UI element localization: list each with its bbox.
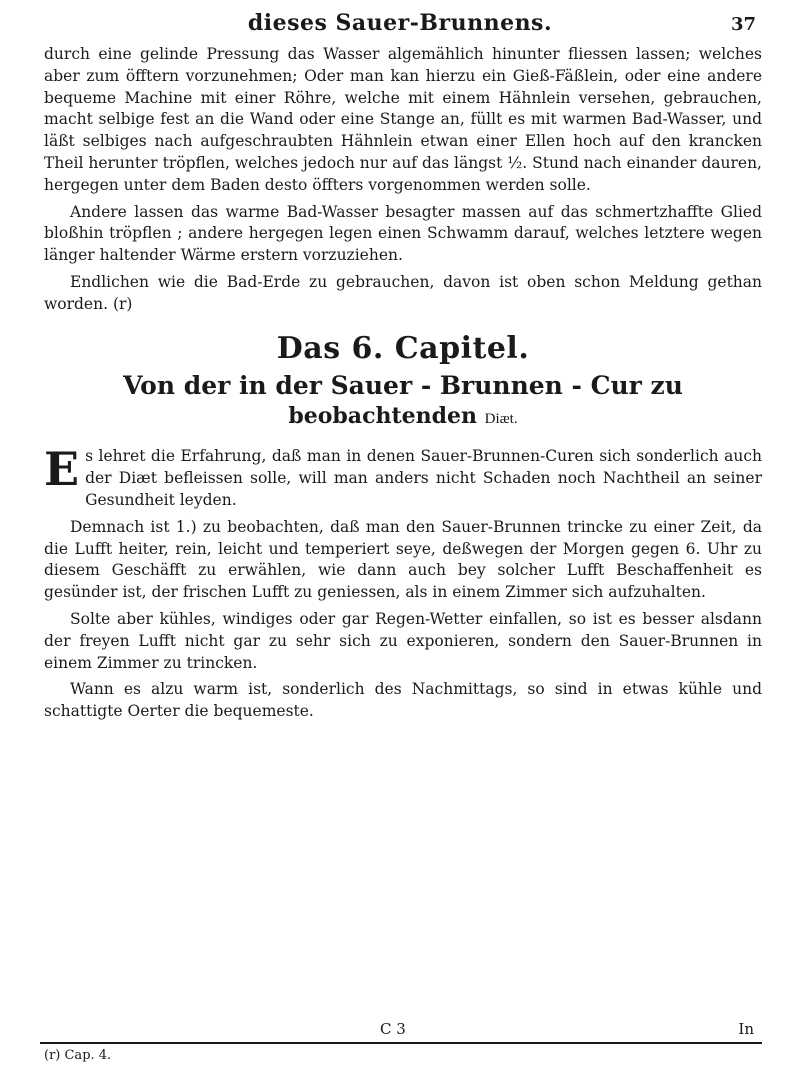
chapter-subtitle-word: beobachtenden	[288, 403, 477, 430]
paragraph: durch eine gelinde Pressung das Wasser algemählich hinunter fliessen lassen; welches aber zum öfftern vorzunehmen; Oder man kan hierzu ein Gieß-Fäßlein, oder eine andere bequeme Machine mit einer Röhre, welche mit einem Hähnlein versehen, gebrauchen, macht selbige fest an die Wand oder eine Stange an, füllt es mit warmen Bad-Wasser, und läßt selbiges nach aufgeschraubten Hähnlein etwan einer Ellen hoch auf den krancken Theil herunter tröpflen, welches jedoch nur auf das längst ½. Stund nach einander dauren, hergegen unter dem Baden desto öffters vorgenommen werden solle.	[44, 45, 762, 194]
paragraph	[44, 442, 762, 511]
signature-mark: C 3	[380, 1020, 406, 1038]
footnote-rule	[40, 1042, 762, 1044]
running-head: dieses Sauer-Brunnens.	[247, 10, 553, 36]
page-number: 37	[730, 14, 756, 35]
paragraph: Wann es alzu warm ist, sonderlich des Nachmittags, so sind in etwas kühle und schattigte Oerter die bequemeste.	[44, 680, 762, 721]
body-text	[44, 44, 762, 728]
paragraph: Demnach ist 1.) zu beobachten, daß man den Sauer-Brunnen trincke zu einer Zeit, da die Lufft heiter, rein, leicht und temperiert seye, deßwegen der Morgen gegen 6. Uhr zu diesem Geschäfft zu erwählen, wie dann auch bey solcher Lufft Beschaffenheit es gesünder ist, der frischen Lufft zu geniessen, als in einem Zimmer sich aufzuhalten.	[44, 517, 762, 602]
chapter-subtitle-line-2	[44, 401, 762, 434]
chapter-subtitle	[44, 371, 762, 434]
paragraph: Solte aber kühles, windiges oder gar Regen-Wetter einfallen, so ist es besser alsdann der freyen Lufft nicht gar zu sehr sich zu exponieren, sondern den Sauer-Brunnen in einem Zimmer zu trincken.	[44, 609, 762, 672]
footnote: (r) Cap. 4.	[44, 1048, 112, 1063]
chapter-title: Das 6. Capitel.	[276, 330, 530, 366]
catchword: In	[738, 1020, 754, 1038]
drop-cap: E	[44, 442, 80, 497]
paragraph-text: s lehret die Erfahrung, daß man in denen Sauer-Brunnen-Curen sich sonderlich auch der Diæt befleissen solle, will man anders nicht Schaden noch Nachtheil an seiner Gesundheit leyden.	[85, 447, 762, 509]
paragraph: Endlichen wie die Bad-Erde zu gebrauchen, davon ist oben schon Meldung gethan worden. (r)	[44, 272, 762, 313]
chapter-subtitle-line-1: Von der in der Sauer - Brunnen - Cur zu	[123, 371, 683, 401]
paragraph: Andere lassen das warme Bad-Wasser besagter massen auf das schmertzhaffte Glied bloßhin tröpflen ; andere hergegen legen einen Schwamm darauf, welches letztere wegen länger haltender Wärme erstern vorzuziehen.	[44, 202, 762, 265]
chapter-subtitle-latin: Diæt.	[484, 411, 518, 428]
